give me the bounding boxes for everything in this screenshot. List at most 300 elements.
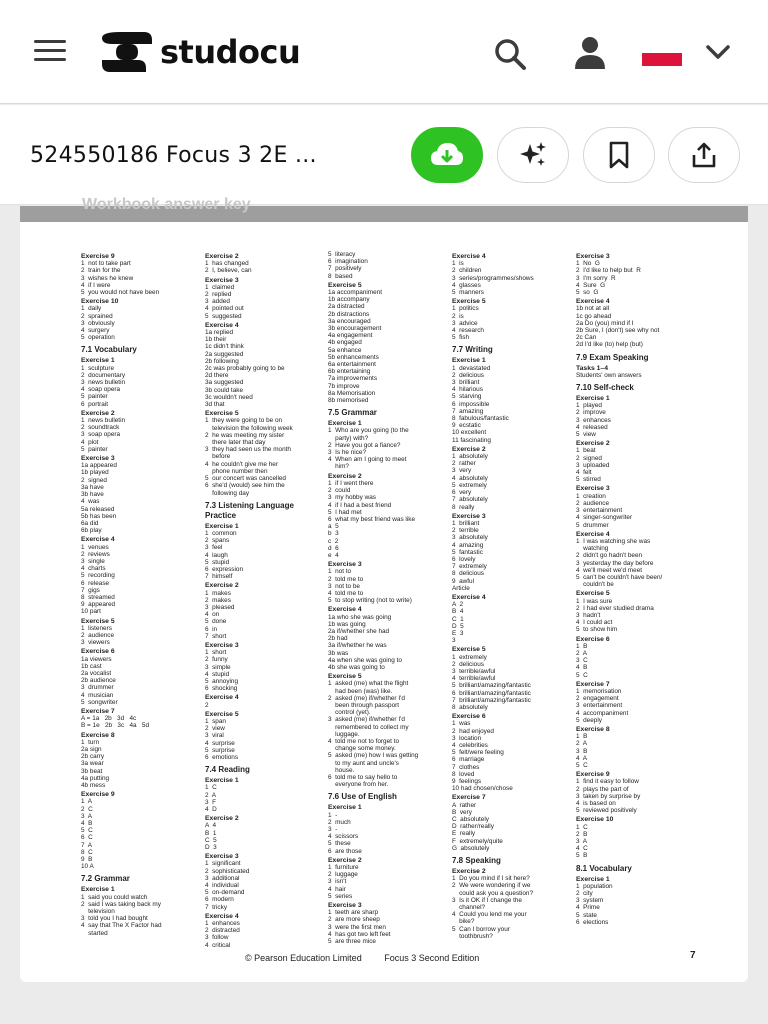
answer-line: 3 B	[576, 747, 588, 755]
answer-line: 2 audience	[81, 631, 115, 639]
answer-line: 6 imagination	[328, 258, 368, 266]
answer-line: 2a distracted	[328, 303, 365, 311]
answer-line: 3 A	[81, 812, 93, 820]
answer-line: 3 taken by surprise by	[576, 792, 641, 800]
answer-line: 4a putting	[81, 774, 110, 782]
answer-line: 2 audience	[576, 499, 610, 507]
answer-line: 1 Do you mind if I sit here?	[452, 875, 530, 883]
answer-line: 3b have	[81, 491, 104, 499]
answer-line: 3 system	[576, 897, 604, 905]
answer-line: 1 devastated	[452, 364, 491, 372]
exercise-heading: Exercise 5	[205, 710, 239, 718]
answer-line: 9 B	[81, 856, 93, 864]
answer-line: B 4	[452, 608, 464, 616]
answer-line: 1 significant	[205, 860, 241, 868]
cloud-download-icon	[429, 141, 465, 169]
exercise-heading: Exercise 7	[81, 707, 115, 715]
exercise-heading: Exercise 2	[205, 253, 239, 260]
answer-line: 4 plot	[81, 438, 99, 446]
answer-line: 2 A	[576, 649, 588, 657]
answer-line: 2 terrible	[452, 527, 479, 535]
answer-line: 3 isn't	[328, 878, 347, 886]
answer-line: 6 modern	[205, 896, 234, 904]
answer-line: 3 yesterday the day before	[576, 559, 654, 567]
exercise-heading: Exercise 7	[452, 794, 486, 802]
user-icon[interactable]	[574, 36, 606, 70]
answer-line: 3 absolutely	[452, 534, 488, 542]
answer-line: 3 Is he nice?	[328, 449, 367, 457]
answer-line: 1 No G	[576, 260, 600, 268]
answer-line: 4 glasses	[452, 281, 481, 289]
answer-line: 5 C	[81, 827, 93, 835]
answer-line: 2 signed	[576, 454, 602, 462]
answer-line: 4 A	[576, 754, 588, 762]
answer-column-5	[576, 251, 698, 926]
answer-line: 1 enhances	[205, 920, 240, 928]
answer-line: 1 I was watching she was watching	[576, 537, 651, 553]
section-heading: 7.2 Grammar	[81, 874, 130, 884]
answer-line: 10 had chosen/chose	[452, 785, 513, 793]
answer-line: 6 brilliant/amazing/fantastic	[452, 689, 531, 697]
answer-line: 2a vocalist	[81, 669, 112, 677]
answer-line: 5 C	[576, 671, 588, 679]
answer-line: 4 stupid	[205, 670, 230, 678]
exercise-heading: Exercise 1	[576, 875, 610, 883]
answer-line: e 4	[328, 551, 339, 559]
exercise-heading: Exercise 5	[81, 617, 115, 625]
exercise-heading: Tasks 1–4	[576, 364, 608, 372]
answer-line: 2 Have you got a fiance?	[328, 441, 401, 449]
answer-line: 2 didn't go hadn't been	[576, 552, 643, 560]
answer-line: 2 engagement	[576, 695, 619, 703]
answer-line: 5 extremely	[452, 481, 487, 489]
answer-line: 4 Prime	[576, 904, 600, 912]
answer-line: 1a who she was going	[328, 613, 392, 621]
answer-line: 1 listeners	[81, 624, 112, 632]
footer-book-title: Focus 3 Second Edition	[384, 953, 480, 963]
answer-line: 11 fascinating	[452, 436, 491, 444]
answer-line: 2 delicious	[452, 371, 484, 379]
answer-line: 4 he couldn't give me her phone number then	[205, 460, 278, 475]
page-header-text: Workbook answer key	[82, 196, 251, 213]
answer-line: 2b Sure, I (don't) see why not	[576, 327, 660, 335]
exercise-heading: Exercise 2	[81, 409, 115, 417]
answer-line: 4 released	[576, 423, 608, 431]
answer-line: 1 B	[576, 642, 588, 650]
answer-line: 2c Can	[576, 334, 597, 342]
answer-line: A 2	[452, 601, 464, 609]
answer-line: 3 feel	[205, 544, 223, 552]
ai-assistant-button[interactable]	[497, 127, 569, 183]
answer-line: 4 laugh	[205, 551, 228, 559]
answer-line: 6 in	[205, 625, 218, 633]
answer-line: 6 elections	[576, 918, 609, 926]
exercise-heading: Exercise 1	[576, 395, 610, 403]
answer-line: 3a encouraged	[328, 317, 371, 325]
answer-line: D 3	[205, 844, 217, 852]
answer-line: 3 -	[328, 826, 338, 834]
answer-line: 3b could take	[205, 386, 244, 394]
section-heading: 7.9 Exam Speaking	[576, 352, 649, 362]
answer-line: 2 could	[328, 487, 351, 495]
answer-line: D rather/really	[452, 823, 494, 831]
answer-line: 3 follow	[205, 934, 229, 942]
answer-line: 8 streamed	[81, 593, 115, 601]
exercise-heading: Exercise 2	[452, 868, 486, 876]
answer-line: 1 was	[452, 720, 471, 728]
answer-line: 1 short	[205, 649, 227, 657]
answer-line: G absolutely	[452, 844, 490, 852]
answer-line: 2 funny	[205, 656, 228, 664]
exercise-heading: Exercise 3	[205, 853, 239, 861]
exercise-heading: Exercise 3	[205, 641, 239, 649]
exercise-heading: Exercise 6	[576, 635, 610, 643]
answer-line: d 6	[328, 544, 339, 552]
answer-line: 5 deeply	[576, 716, 602, 724]
answer-line: 4 C	[576, 845, 588, 853]
answer-line: 6 very	[452, 489, 472, 497]
answer-line: 5b enhancements	[328, 353, 379, 361]
exercise-heading: Exercise 4	[452, 593, 486, 601]
answer-line: 1 population	[576, 882, 613, 890]
answer-line: 6 marriage	[452, 756, 485, 764]
answer-line: 2a sign	[81, 746, 102, 753]
answer-line: 2 replied	[205, 291, 232, 299]
answer-line: 4 if I had a best friend	[328, 501, 392, 509]
answer-line: c 2	[328, 537, 339, 545]
answer-line: F extremely/quite	[452, 837, 503, 845]
answer-line: 3 viewers	[81, 639, 110, 647]
answer-line: 3	[452, 637, 456, 645]
exercise-heading: Exercise 4	[576, 298, 610, 306]
answer-line: 5 on-demand	[205, 889, 245, 897]
answer-line: 6 are those	[328, 847, 362, 855]
answer-line: 2 he was meeting my sister there later that day	[205, 431, 285, 447]
answer-line: 5 starving	[452, 393, 482, 401]
answer-line: 3a suggested	[205, 379, 244, 387]
exercise-heading: Exercise 2	[576, 440, 610, 448]
answer-line: 2 rather	[452, 460, 476, 468]
answer-line: 2 I, believe, can	[205, 267, 252, 275]
answer-line: 5 fantastic	[452, 548, 483, 556]
answer-line: 1 absolutely	[452, 453, 488, 461]
answer-line: A rather	[452, 801, 477, 809]
chevron-down-icon[interactable]	[704, 42, 732, 62]
answer-line: 2 sprained	[81, 312, 113, 320]
answer-line: 8 absolutely	[452, 703, 488, 711]
answer-line: 8 based	[328, 272, 353, 280]
answer-line: Article	[452, 584, 470, 592]
answer-line: 6a did	[81, 519, 99, 527]
answer-line: 2 had enjoyed	[452, 727, 494, 735]
answer-line: 7 clothes	[452, 763, 480, 771]
answer-line: 4 musician	[81, 691, 114, 699]
exercise-heading: Exercise 6	[452, 713, 486, 721]
search-icon[interactable]	[492, 36, 528, 72]
answer-line: 4 told me not to forget to change some money.	[328, 738, 400, 753]
answer-line: C absolutely	[452, 816, 489, 824]
answer-line: 4 D	[205, 806, 217, 814]
answer-line: 1 they were going to be on television the following week	[205, 417, 293, 432]
answer-line: 6 impossible	[452, 400, 490, 408]
answer-line: E really	[452, 830, 476, 838]
answer-line: 5 suggested	[205, 312, 242, 320]
exercise-heading: Exercise 3	[452, 512, 486, 520]
exercise-heading: Exercise 2	[452, 445, 486, 453]
answer-line: 2 A	[576, 740, 588, 748]
answer-line: 4 was	[81, 498, 100, 506]
answer-line: 5 view	[576, 431, 596, 439]
answer-line: 1 -	[328, 811, 338, 819]
section-heading: 7.3 Listening Language Practice	[205, 500, 294, 520]
answer-line: 1 A	[81, 798, 93, 806]
answer-line: 2a Do (you) mind if I	[576, 319, 634, 327]
answer-line: 4 surprise	[205, 739, 235, 747]
answer-line: 3 F	[205, 798, 217, 806]
answer-line: 3d that	[205, 401, 225, 409]
sparkle-icon	[518, 140, 548, 170]
exercise-heading: Exercise 4	[81, 536, 115, 544]
answer-line: B very	[452, 808, 472, 816]
answer-line: 3 simple	[205, 663, 231, 671]
answer-line: 2 makes	[205, 596, 231, 604]
answer-line: 1 brilliant	[452, 519, 480, 527]
bookmark-icon	[608, 141, 630, 169]
answer-line: 1 common	[205, 529, 237, 537]
answer-line: 7a improvements	[328, 375, 378, 383]
answer-line: 1 asked (me) what the flight had been (was) like.	[328, 680, 409, 695]
answer-line: 3 news bulletin	[81, 379, 126, 387]
answer-line: 3a wear	[81, 760, 104, 768]
answer-line: 4 B	[81, 820, 93, 828]
section-heading: 7.8 Speaking	[452, 856, 501, 866]
answer-line: 2a if/whether she had	[328, 627, 390, 635]
answer-line: 4 we'll meet we'd meet	[576, 566, 643, 574]
answer-line: 3 entertainment	[576, 702, 623, 710]
answer-line: 1 extremely	[452, 653, 487, 661]
answer-line: 1 venues	[81, 543, 109, 551]
exercise-heading: Exercise 1	[328, 420, 362, 428]
answer-line: B = 1e 2b 3c 4a 5d	[81, 722, 150, 730]
answer-line: 5a released	[81, 505, 115, 513]
answer-line: 3 I'm sorry R	[576, 274, 616, 282]
answer-line: 5 C	[576, 762, 588, 769]
answer-line: 1a viewers	[81, 655, 112, 663]
answer-line: 1a replied	[205, 329, 234, 337]
studocu-logo[interactable]	[100, 30, 300, 74]
answer-line: 2 is	[452, 312, 464, 320]
answer-line: B 1	[205, 829, 217, 837]
answer-line: 5 stupid	[205, 558, 230, 566]
answer-line: 10 A	[81, 863, 94, 871]
exercise-heading: Exercise 3	[81, 455, 115, 463]
answer-line: 4 soap opera	[81, 386, 121, 394]
answer-line: 2d there	[205, 372, 229, 380]
answer-line: 2b distractions	[328, 310, 370, 318]
language-flag-icon[interactable]	[642, 40, 682, 66]
answer-line: 6 C	[81, 834, 93, 842]
answer-line: 4 has got two left feet	[328, 930, 391, 938]
answer-line: 2b following	[205, 357, 239, 365]
answer-line: 3 entertainment	[576, 507, 623, 515]
answer-line: 8b memorised	[328, 397, 369, 405]
answer-line: 3 wishes he knew	[81, 274, 134, 282]
answer-line: 4 absolutely	[452, 474, 488, 482]
exercise-heading: Exercise 3	[576, 253, 610, 260]
answer-line: 3 brilliant	[452, 379, 480, 387]
answer-line: 6 lovely	[452, 555, 476, 563]
answer-line: 6 expression	[205, 565, 244, 573]
answer-line: 2a suggested	[205, 350, 244, 358]
document-title: 524550186 Focus 3 2E ...	[30, 143, 317, 168]
answer-line: 1 find it easy to follow	[576, 778, 639, 786]
answer-line: 6 what my best friend was like	[328, 515, 416, 523]
download-button[interactable]	[411, 127, 483, 183]
answer-line: 3 not to be	[328, 582, 360, 590]
answer-line: 5 fish	[452, 334, 470, 342]
answer-line: 4 Sure G	[576, 281, 606, 289]
answer-line: 3c wouldn't need	[205, 393, 253, 401]
answer-line: 5 asked (me) how I was getting to my aunt and uncle's house.	[328, 752, 419, 774]
answer-line: 4 charts	[81, 565, 106, 573]
answer-line: 1b was going	[328, 620, 366, 628]
answer-line: 1 not to	[328, 568, 352, 576]
answer-line: 4 research	[452, 327, 484, 335]
answer-line: 6a entertainment	[328, 361, 376, 369]
answer-line: 3 advice	[452, 319, 478, 327]
answer-line: 1 politics	[452, 305, 479, 313]
answer-line: 3 additional	[205, 874, 240, 882]
answer-line: 4 amazing	[452, 541, 484, 549]
answer-line: 1b accompany	[328, 296, 370, 304]
answer-line: 1 I was sure	[576, 597, 613, 605]
answer-line: 1 daily	[81, 305, 102, 313]
answer-line: 2 told me to	[328, 575, 364, 583]
answer-line: 4a engagement	[328, 332, 373, 340]
answer-line: 3a if/whether he was	[328, 642, 387, 650]
answer-line: 6b entertaining	[328, 368, 371, 376]
answer-line: 3 very	[452, 467, 472, 475]
answer-line: 7 brilliant/amazing/fantastic	[452, 696, 531, 704]
answer-line: 3 viral	[205, 732, 224, 740]
answer-line: 5 annoying	[205, 677, 239, 685]
logo-text: studocu	[160, 33, 301, 71]
exercise-heading: Exercise 4	[576, 530, 610, 538]
answer-line: 1 B	[576, 733, 588, 741]
answer-line: 8 really	[452, 503, 475, 511]
answer-line: 1 furniture	[328, 864, 359, 872]
answer-line: 2 C	[81, 805, 93, 813]
answer-line: 7 extremely	[452, 563, 487, 571]
answer-line: 1a accompaniment	[328, 289, 382, 297]
answer-line: 5a enhance	[328, 346, 362, 354]
answer-line: C 1	[452, 615, 464, 623]
answer-line: 3 hadn't	[576, 611, 601, 619]
share-button[interactable]	[668, 127, 740, 183]
studocu-logo-mark	[100, 30, 154, 74]
answer-line: 1 makes	[205, 589, 231, 597]
hamburger-icon[interactable]	[34, 40, 66, 64]
answer-line: 6 emotions	[205, 754, 239, 761]
answer-line: a 5	[328, 523, 339, 531]
answer-line: 2 signed	[81, 476, 107, 484]
answer-line: 3 terrible/awful	[452, 667, 496, 675]
answer-line: 4 felt	[576, 469, 592, 477]
answer-line: 2b had	[328, 635, 348, 643]
exercise-heading: Exercise 6	[81, 648, 115, 656]
answer-line: 5b has been	[81, 512, 117, 520]
section-heading: 7.5 Grammar	[328, 408, 377, 418]
answer-line: Students' own answers	[576, 371, 642, 379]
exercise-heading: Exercise 5	[205, 410, 239, 418]
answer-line: 4 critical	[205, 941, 231, 949]
exercise-heading: Exercise 9	[81, 791, 115, 799]
answer-line: 3 obviously	[81, 319, 115, 327]
exercise-heading: Exercise 1	[81, 886, 115, 894]
answer-line: 6 release	[81, 579, 110, 587]
share-icon	[690, 141, 718, 169]
answer-line: 5 stirred	[576, 476, 601, 484]
exercise-heading: Exercise 1	[328, 804, 362, 812]
answer-line: 2b carry	[81, 753, 105, 761]
exercise-heading: Exercise 3	[328, 902, 362, 910]
answer-line: 3 A	[576, 838, 588, 846]
answer-line: 7 himself	[205, 573, 233, 581]
answer-line: 3 C	[576, 657, 588, 665]
answer-line: 5 painter	[81, 393, 108, 401]
answer-line: 4 B	[576, 664, 588, 672]
answer-line: 5 literacy	[328, 251, 356, 258]
answer-line: 8a Memorisation	[328, 389, 376, 397]
answer-line: 1 not to take part	[81, 260, 131, 268]
footer-copyright: © Pearson Education Limited	[245, 953, 362, 963]
answer-line: 2	[205, 701, 209, 709]
answer-line: 2 A	[205, 791, 217, 799]
answer-line: 4b mess	[81, 782, 106, 790]
answer-line: 1 C	[576, 823, 588, 831]
answer-line: 1 beat	[576, 447, 596, 455]
answer-line: 3 told you I had bought	[81, 915, 148, 923]
answer-line: 7 gigs	[81, 586, 100, 594]
answer-line: 4 surgery	[81, 327, 110, 335]
answer-line: 3 were the first men	[328, 923, 386, 931]
answer-line: 1 creation	[576, 492, 606, 500]
answer-line: 4a when she was going to	[328, 656, 402, 664]
bookmark-button[interactable]	[583, 127, 655, 183]
answer-column-3	[328, 251, 450, 945]
answer-line: 5 state	[576, 911, 597, 919]
answer-line: 5 can't be couldn't have been/ couldn't be	[576, 573, 663, 589]
answer-line: 3 asked (me) if/whether I'd remembered to collect my luggage.	[328, 716, 409, 738]
exercise-heading: Exercise 7	[576, 680, 610, 688]
answer-line: 4 celebrities	[452, 742, 488, 749]
answer-line: 9 awful	[452, 577, 475, 585]
answer-line: 7 A	[81, 841, 93, 849]
answer-line: 4 pointed out	[205, 305, 244, 313]
answer-line: 6 portrait	[81, 400, 108, 408]
document-toolbar	[0, 105, 768, 205]
answer-line: 7 amazing	[452, 407, 484, 415]
answer-line: 5 reviewed positively	[576, 807, 637, 815]
exercise-heading: Exercise 1	[81, 357, 115, 365]
answer-line: 3 location	[452, 734, 482, 742]
answer-line: 1b cast	[81, 662, 102, 670]
answer-line: 3 single	[81, 557, 105, 565]
answer-line: 2 reviews	[81, 550, 110, 558]
answer-line: E 3	[452, 629, 464, 637]
answer-line: 5 you would not have been	[81, 289, 160, 297]
answer-line: 2 children	[452, 267, 482, 275]
